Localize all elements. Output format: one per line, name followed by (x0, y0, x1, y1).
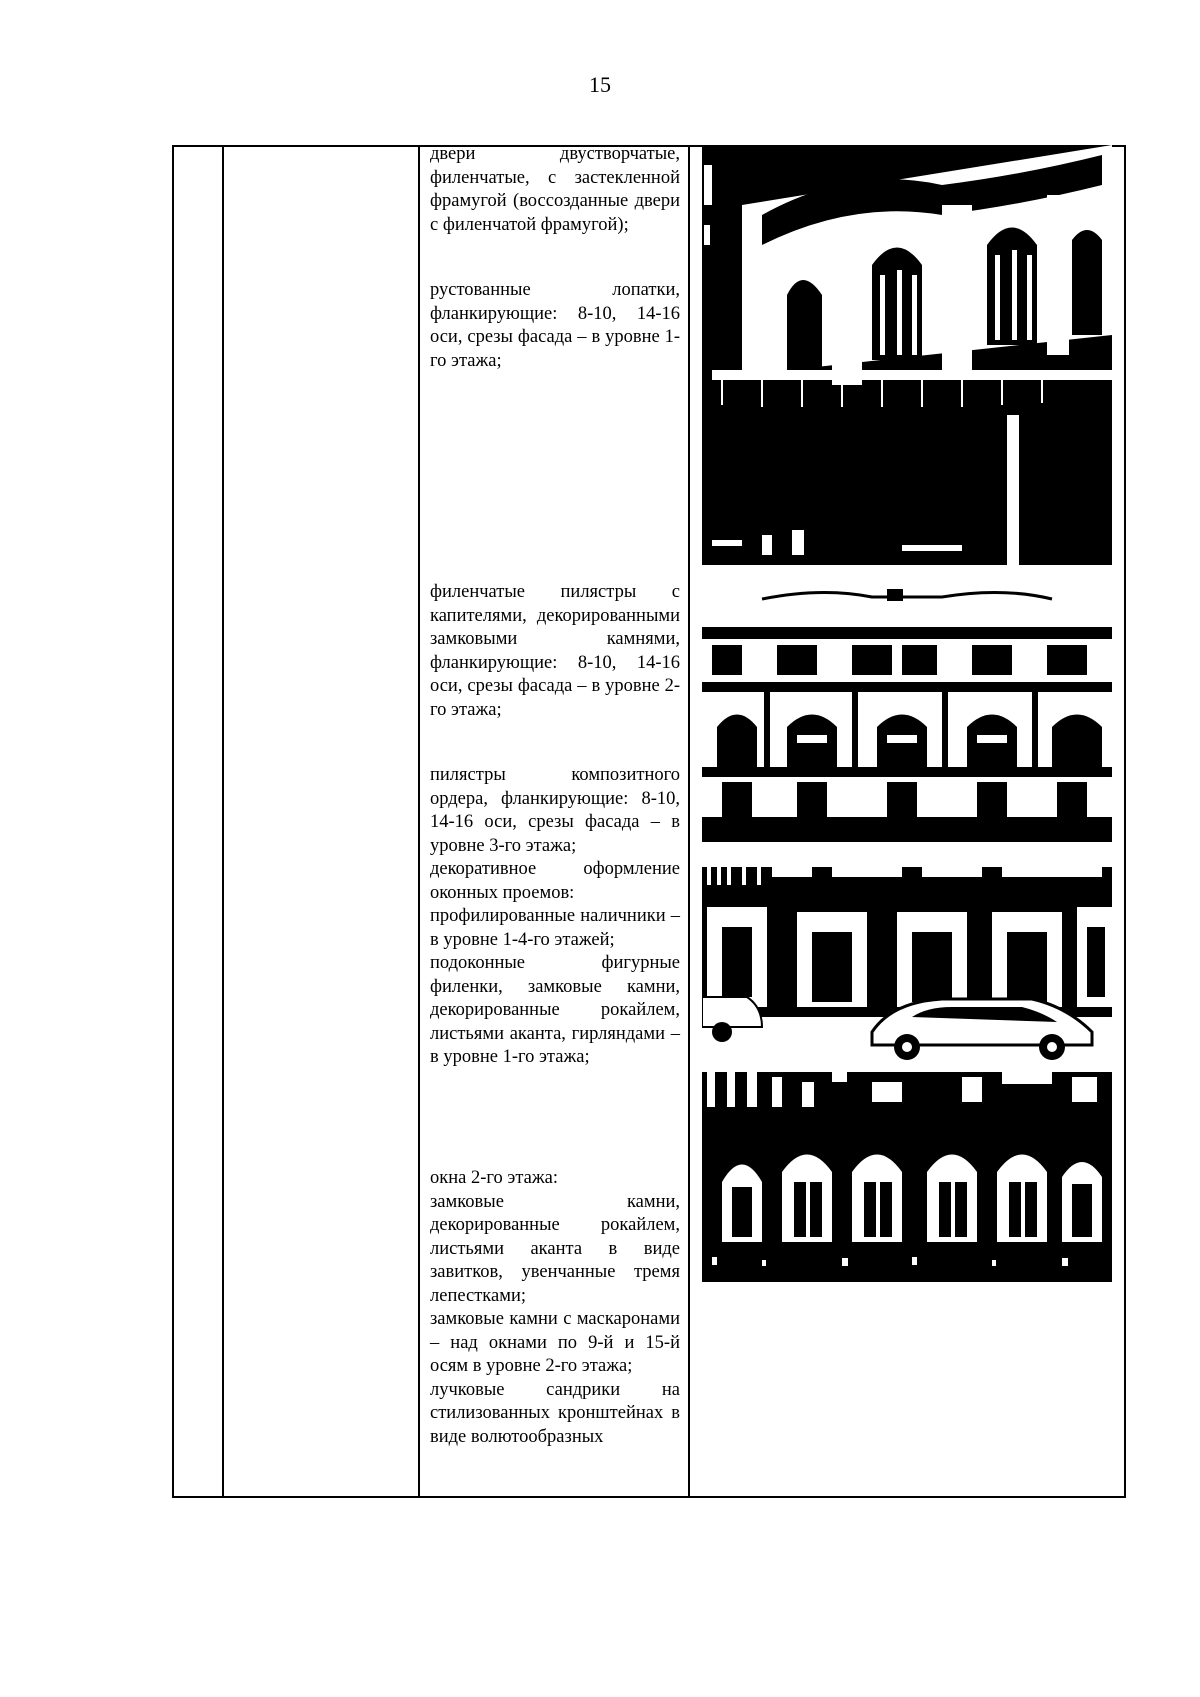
text-paragraph: замковые камни с маскаронами – над окнами по 9-й и 15-й осям в уровне 2-го этажа; (430, 1309, 680, 1376)
text-paragraph: лучковые сандрики на стилизованных кронштейнах в виде волютообразных (430, 1379, 680, 1447)
column-divider-2 (418, 147, 420, 1496)
column-divider-1 (222, 147, 224, 1496)
text-paragraph: подоконные фигурные филенки, замковые камни, декорированные рокайлем, листьями аканта, гирляндами – в уровне 1-го этажа; (430, 953, 680, 1067)
facade-photo-second-floor-image (702, 1072, 1112, 1282)
text-paragraph: филенчатые пилястры с капителями, декорированными замковыми камнями, фланкирующие: 8-10, 14-16 оси, срезы фасада – в уровне 2-го этажа; (430, 582, 680, 720)
column-divider-3 (688, 147, 690, 1496)
text-paragraph: замковые камни, декорированные рокайлем, листьями аканта в виде завитков, увенчанные тремя лепестками; (430, 1191, 680, 1306)
text-paragraph: декоративное оформление оконных проемов: (430, 859, 680, 903)
text-paragraph: профилированные наличники – в уровне 1-4-го этажей; (430, 906, 680, 950)
facade-photo-ground-floor (702, 867, 1112, 1062)
facade-photo-upper-floors (702, 587, 1112, 842)
facade-photo-balcony (702, 145, 1112, 565)
text-paragraph: пилястры композитного ордера, фланкирующие: 8-10, 14-16 оси, срезы фасада – в уровне 3-го этажа; (430, 765, 680, 856)
text-block-doors (430, 143, 680, 237)
page-number: 15 (589, 72, 611, 97)
text-block-panel-pilasters (430, 581, 680, 722)
description-table (172, 145, 1126, 1498)
text-block-composite-pilasters (430, 764, 680, 1070)
facade-photo-balcony-image (702, 145, 1112, 565)
facade-photo-upper-floors-image (702, 587, 1112, 842)
text-block-rusticated-blades (430, 279, 680, 373)
facade-photo-ground-floor-image (702, 867, 1112, 1062)
text-paragraph: рустованные лопатки, фланкирующие: 8-10, 14-16 оси, срезы фасада – в уровне 1-го этажа; (430, 280, 680, 371)
text-paragraph: окна 2-го этажа: (430, 1168, 558, 1188)
text-paragraph: двери двустворчатые, филенчатые, с застекленной фрамугой (воссозданные двери с филенчатой фрамугой); (430, 144, 680, 235)
facade-photo-second-floor (702, 1072, 1112, 1282)
text-block-second-floor-windows (430, 1167, 680, 1449)
